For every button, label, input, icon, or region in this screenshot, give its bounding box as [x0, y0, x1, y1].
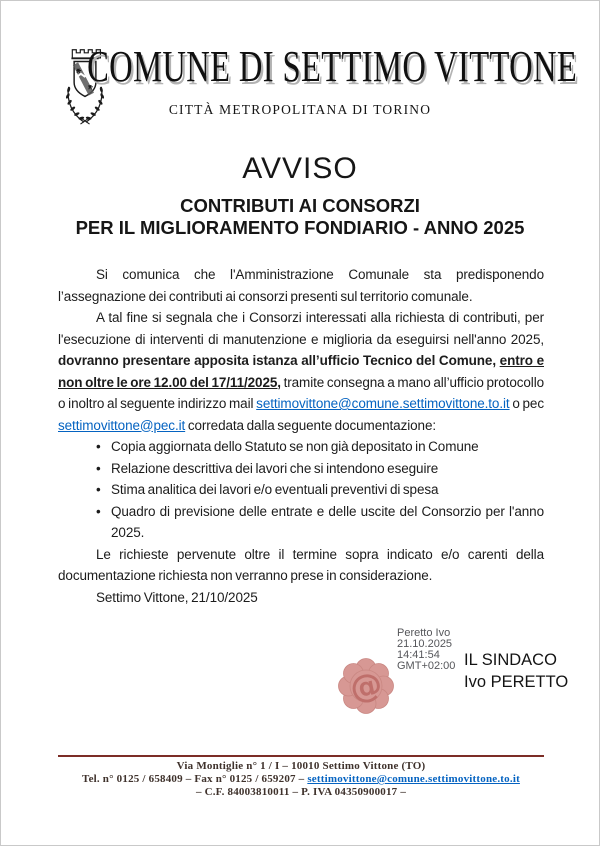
- paragraph-2-text2: tramite consegna a mano all’ufficio protocollo o inoltro al seguente indirizzo mail: [58, 374, 544, 411]
- signature-timezone: GMT+02:00: [397, 660, 456, 672]
- paragraph-2-text4: corredata dalla seguente documentazione:: [185, 417, 436, 433]
- signature-time: 14:41:54: [397, 649, 440, 661]
- digital-signature-timestamp: [397, 628, 455, 672]
- list-item: • Relazione descrittiva dei lavori che si intendono eseguire: [58, 458, 544, 480]
- notice-headline-line1: CONTRIBUTI AI CONSORZI: [180, 195, 420, 216]
- municipality-subtitle: CITTÀ METROPOLITANA DI TORINO: [168, 102, 432, 117]
- list-item: • Quadro di previsione delle entrate e delle uscite del Consorzio per l'anno 2025.: [58, 501, 544, 544]
- footer-address: Via Montiglie n° 1 / I – 10010 Settimo Vittone (TO): [176, 760, 426, 772]
- letterhead-footer: [58, 755, 544, 799]
- paragraph-2-deadline: entro e non oltre le ore 12.00 del 17/11/2025,: [58, 353, 544, 390]
- signer-name-small: Peretto Ivo: [397, 627, 451, 639]
- email-link-comune[interactable]: settimovittone@comune.settimovittone.to.it: [256, 396, 510, 411]
- digital-seal-stamp-icon: [337, 657, 395, 715]
- paragraph-2: [58, 307, 544, 436]
- footer-contacts: [58, 773, 544, 786]
- footer-fiscal-codes: – C.F. 84003810011 – P. IVA 04350900017 –: [195, 786, 407, 798]
- list-item: • Stima analitica dei lavori e/o eventuali preventivi di spesa: [58, 479, 544, 501]
- signature-date: 21.10.2025: [397, 638, 453, 650]
- paragraph-2-text3: o pec: [509, 396, 544, 411]
- paragraph-1: Si comunica che l'Amministrazione Comunale sta predisponendo l’assegnazione dei contributi ai consorzi presenti sul territorio comunale.: [58, 267, 544, 304]
- notice-title: AVVISO: [242, 152, 358, 185]
- svg-text:@: @: [346, 664, 386, 708]
- required-documents-list: [58, 436, 544, 544]
- notice-headline-line2: PER IL MIGLIORAMENTO FONDIARIO - ANNO 2025: [75, 216, 525, 238]
- footer-email-link[interactable]: settimovittone@comune.settimovittone.to.it: [307, 773, 520, 785]
- municipality-title: COMUNE DI SETTIMO VITTONE: [87, 42, 578, 91]
- signer-name: Ivo PERETTO: [464, 672, 569, 691]
- letterhead: [1, 42, 599, 118]
- place-date-line: Settimo Vittone, 21/10/2025: [96, 589, 258, 605]
- paragraph-3: Le richieste pervenute oltre il termine sopra indicato e/o carenti della documentazione richiesta non verranno prese in considerazione.: [58, 546, 544, 583]
- paragraph-2-bold: dovranno presentare apposita istanza all’ufficio Tecnico del Comune,: [58, 353, 500, 368]
- list-item: • Copia aggiornata dello Statuto se non già depositato in Comune: [58, 436, 544, 458]
- signature-block: [464, 650, 568, 693]
- paragraph-2-text: A tal fine si segnala che i Consorzi interessati alla richiesta di contributi, per l'esecuzione di interventi di manutenzione e miglioria da eseguirsi nell'anno 2025,: [58, 310, 544, 347]
- footer-phone-fax: Tel. n° 0125 / 658409 – Fax n° 0125 / 659207 –: [82, 773, 308, 785]
- notice-body: [58, 264, 544, 608]
- email-link-pec[interactable]: settimovittone@pec.it: [58, 417, 186, 433]
- signer-role: IL SINDACO: [464, 651, 557, 669]
- notice-headline: [1, 195, 599, 238]
